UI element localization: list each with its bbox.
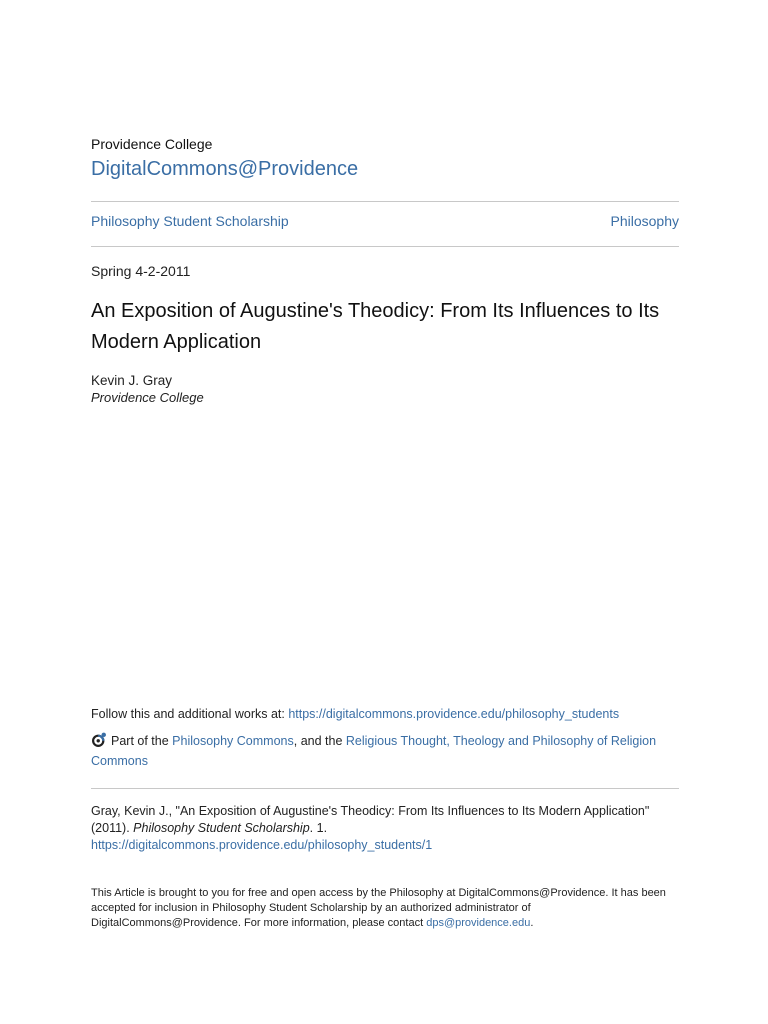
author-affiliation: Providence College <box>91 390 204 405</box>
repository-link[interactable]: DigitalCommons@Providence <box>91 158 359 180</box>
department-link[interactable]: Philosophy <box>610 213 679 229</box>
part-of-middle: , and the <box>293 734 346 748</box>
divider-bottom <box>91 788 679 789</box>
publication-date: Spring 4-2-2011 <box>91 263 191 279</box>
citation-series: Philosophy Student Scholarship <box>133 821 310 835</box>
divider-top <box>91 201 679 202</box>
series-link[interactable]: Philosophy Student Scholarship <box>91 213 289 229</box>
author-name: Kevin J. Gray <box>91 373 173 388</box>
institution-name: Providence College <box>91 136 213 152</box>
citation-url-link[interactable]: https://digitalcommons.providence.edu/philosophy_students/1 <box>91 838 433 852</box>
citation-text: Gray, Kevin J., "An Exposition of Augustine's Theodicy: From Its Influences to Its Modern Application" (2011). <box>91 804 650 835</box>
follow-url-link[interactable]: https://digitalcommons.providence.edu/philosophy_students <box>288 707 620 721</box>
series-nav <box>91 213 679 229</box>
citation-number: . 1. <box>309 821 328 835</box>
follow-line <box>91 707 619 721</box>
divider-nav <box>91 246 679 247</box>
access-statement-end: . <box>530 917 534 929</box>
access-statement-text: This Article is brought to you for free and open access by the Philosophy at DigitalCommons@Providence. It has been accepted for inclusion in Philosophy Student Scholarship by an authorized administrator of DigitalCommons@Providence. For more information, please contact <box>91 887 666 929</box>
religious-thought-commons-link[interactable]: Religious Thought, Theology and Philosophy of Religion Commons <box>91 734 657 768</box>
access-statement <box>91 886 679 931</box>
part-of-prefix: Part of the <box>111 734 173 748</box>
part-of-line <box>91 731 679 771</box>
contact-email-link[interactable]: dps@providence.edu <box>426 917 531 929</box>
follow-prefix: Follow this and additional works at: <box>91 707 289 721</box>
philosophy-commons-link[interactable]: Philosophy Commons <box>172 734 294 748</box>
commons-network-icon <box>91 731 108 748</box>
article-title: An Exposition of Augustine's Theodicy: From Its Influences to Its Modern Application <box>91 300 660 353</box>
recommended-citation <box>91 803 679 854</box>
